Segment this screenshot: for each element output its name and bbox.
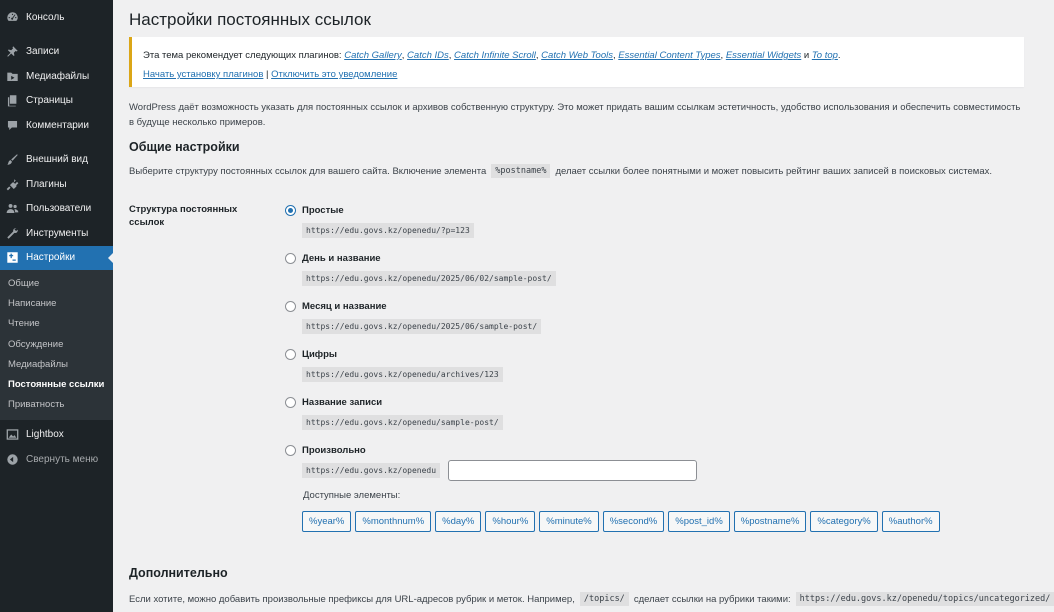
sidebar-item-dashboard[interactable] (0, 5, 113, 30)
permalink-option-plain (285, 203, 474, 238)
option-row[interactable] (285, 347, 503, 361)
media-icon (6, 70, 19, 83)
tag-button-category[interactable]: %category% (810, 511, 877, 532)
option-row[interactable] (285, 203, 474, 217)
notice-separator: | (266, 69, 269, 80)
desc-text: сделает ссылки на рубрики такими: (633, 593, 791, 605)
available-tags (302, 511, 944, 532)
settings-icon (6, 251, 19, 264)
tag-button-minute[interactable]: %minute% (539, 511, 598, 532)
intro-text: WordPress даёт возможность указать для постоянных ссылок и архивов собственную структуру. Это может придать вашим ссылкам эстетичность, удобство использования и обеспечить совместимость в будуще несколько примеров. (129, 102, 1021, 128)
option-example: https://edu.govs.kz/openedu/archives/123 (302, 367, 503, 382)
tag-button-hour[interactable]: %hour% (485, 511, 535, 532)
plugin-link[interactable]: Catch IDs (407, 50, 449, 61)
collapse-icon (6, 453, 19, 466)
admin-sidebar (0, 0, 113, 612)
tag-button-author[interactable]: %author% (882, 511, 940, 532)
desc-text: Если хотите, можно добавить произвольные префиксы для URL-адресов рубрик и меток. Например, (129, 593, 575, 605)
lightbox-icon (6, 428, 19, 441)
users-icon (6, 202, 19, 215)
plugin-icon (6, 178, 19, 191)
option-label: Месяц и название (302, 300, 387, 312)
permalink-option-month-name (285, 299, 541, 334)
pin-icon (6, 45, 19, 58)
topics-example-code: https://edu.govs.kz/openedu/topics/uncategorized/ (796, 592, 1054, 606)
radio-post-name[interactable] (285, 397, 296, 408)
sidebar-item-label: Внешний вид (26, 154, 88, 166)
common-settings-heading: Общие настройки (129, 140, 240, 154)
submenu-item-reading[interactable]: Чтение (8, 318, 40, 330)
sidebar-item-comments[interactable] (0, 113, 113, 138)
plugin-notice (129, 37, 1024, 87)
sidebar-item-label: Комментарии (26, 119, 89, 131)
sidebar-item-lightbox[interactable] (0, 422, 113, 447)
radio-numeric[interactable] (285, 349, 296, 360)
sidebar-item-appearance[interactable] (0, 148, 113, 173)
notice-actions (143, 69, 1024, 80)
plugin-link[interactable]: To top (811, 50, 838, 61)
option-example: https://edu.govs.kz/openedu/2025/06/02/sample-post/ (302, 271, 556, 286)
option-label: Цифры (302, 348, 338, 360)
dashboard-icon (6, 11, 19, 24)
sidebar-item-pages[interactable] (0, 89, 113, 114)
option-example: https://edu.govs.kz/openedu/2025/06/sample-post/ (302, 319, 541, 334)
tag-button-postname[interactable]: %postname% (734, 511, 807, 532)
tag-button-monthnum[interactable]: %monthnum% (355, 511, 431, 532)
topics-code: /topics/ (580, 592, 629, 606)
tag-button-year[interactable]: %year% (302, 511, 351, 532)
option-label: День и название (302, 252, 381, 264)
option-label: Простые (302, 204, 344, 216)
option-row[interactable] (285, 443, 366, 457)
option-row[interactable] (285, 251, 556, 265)
plugin-link[interactable]: Catch Infinite Scroll (454, 50, 536, 61)
option-row[interactable] (285, 395, 503, 409)
sidebar-item-label: Lightbox (26, 429, 64, 441)
postname-code: %postname% (491, 164, 550, 178)
submenu-item-permalinks[interactable]: Постоянные ссылки (8, 378, 105, 390)
notice-prefix: Эта тема рекомендует следующих плагинов: (143, 50, 342, 61)
available-tags-label: Доступные элементы: (303, 490, 401, 501)
option-example: https://edu.govs.kz/openedu/sample-post/ (302, 415, 503, 430)
plugin-link[interactable]: Catch Web Tools (541, 50, 613, 61)
comment-icon (6, 119, 19, 132)
sidebar-item-label: Инструменты (26, 227, 89, 239)
optional-description (129, 592, 1054, 606)
begin-install-link[interactable]: Начать установку плагинов (143, 69, 264, 80)
desc-text: делает ссылки более понятными и может повысить рейтинг ваших записей в поисковых системах. (555, 165, 992, 177)
tag-button-post-id[interactable]: %post_id% (668, 511, 730, 532)
radio-custom[interactable] (285, 445, 296, 456)
permalink-option-day-name (285, 251, 556, 286)
submenu-item-writing[interactable]: Написание (8, 298, 57, 310)
sidebar-item-label: Записи (26, 46, 60, 58)
optional-heading: Дополнительно (129, 566, 228, 580)
common-settings-description (129, 164, 992, 178)
sidebar-item-tools[interactable] (0, 221, 113, 246)
tag-button-day[interactable]: %day% (435, 511, 481, 532)
main-content (129, 0, 1051, 612)
settings-submenu (0, 270, 113, 420)
custom-structure-row (302, 460, 697, 481)
sidebar-item-plugins[interactable] (0, 172, 113, 197)
submenu-item-discussion[interactable]: Обсуждение (8, 338, 64, 350)
wrench-icon (6, 227, 19, 240)
permalink-option-post-name (285, 395, 503, 430)
sidebar-item-label: Пользователи (26, 203, 92, 215)
page-title: Настройки постоянных ссылок (129, 10, 371, 29)
notice-text: Эта тема рекомендует следующих плагинов: Catch Gallery, Catch IDs, Catch Infinite Scroll, Catch Web Tools, Essential Content Types, Essential Widgets и To top. (143, 50, 841, 61)
tag-button-second[interactable]: %second% (603, 511, 665, 532)
collapse-menu-button[interactable] (0, 447, 113, 472)
option-label: Произвольно (302, 444, 366, 456)
notice-and: и (803, 50, 810, 61)
plugin-link[interactable]: Catch Gallery (344, 50, 402, 61)
radio-plain[interactable] (285, 205, 296, 216)
sidebar-item-label: Свернуть меню (26, 453, 99, 465)
custom-structure-input[interactable] (448, 460, 697, 481)
radio-day-name[interactable] (285, 253, 296, 264)
plugin-link[interactable]: Essential Widgets (725, 50, 802, 61)
sidebar-item-users[interactable] (0, 197, 113, 222)
sidebar-item-settings[interactable] (0, 246, 113, 271)
submenu-item-media[interactable]: Медиафайлы (8, 358, 69, 370)
sidebar-item-label: Медиафайлы (26, 70, 90, 82)
pages-icon (6, 94, 19, 107)
sidebar-item-label: Плагины (26, 178, 67, 190)
sidebar-item-posts[interactable] (0, 40, 113, 65)
radio-month-name[interactable] (285, 301, 296, 312)
plugin-link[interactable]: Essential Content Types (618, 50, 721, 61)
option-row[interactable] (285, 299, 541, 313)
permalink-option-custom (285, 443, 366, 457)
sidebar-item-label: Страницы (26, 95, 73, 107)
option-example: https://edu.govs.kz/openedu/?p=123 (302, 223, 474, 238)
desc-text: Выберите структуру постоянных ссылок для вашего сайта. Включение элемента (129, 165, 487, 177)
sidebar-item-media[interactable] (0, 64, 113, 89)
brush-icon (6, 153, 19, 166)
submenu-item-privacy[interactable]: Приватность (8, 399, 65, 411)
submenu-item-general[interactable]: Общие (8, 278, 40, 289)
permalink-option-numeric (285, 347, 503, 382)
sidebar-item-label: Консоль (26, 11, 65, 23)
permalink-structure-label: Структура постоянных ссылок (129, 204, 238, 228)
custom-prefix: https://edu.govs.kz/openedu (302, 463, 440, 478)
option-label: Название записи (302, 396, 383, 408)
sidebar-item-label: Настройки (26, 252, 76, 264)
dismiss-notice-link[interactable]: Отключить это уведомление (271, 69, 398, 80)
